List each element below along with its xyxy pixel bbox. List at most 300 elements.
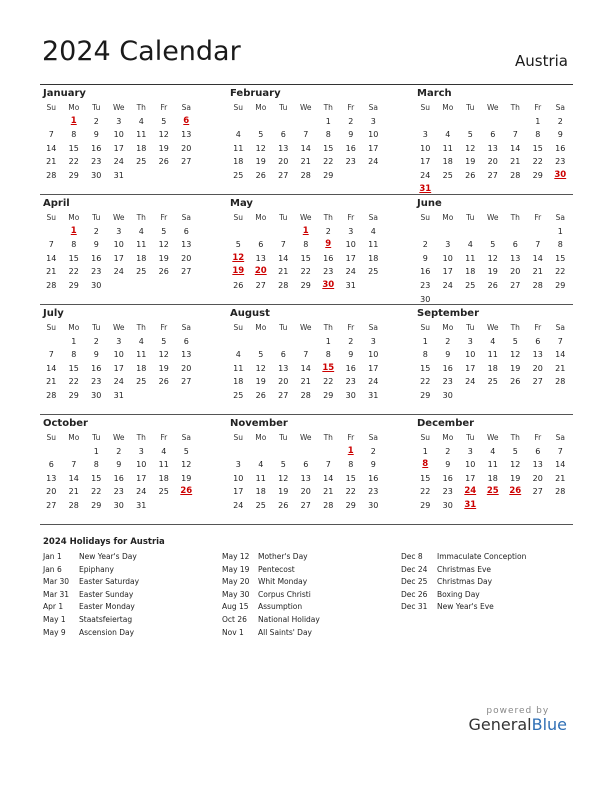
day-cell: 28 <box>300 390 311 400</box>
holiday-name: Boxing Day <box>437 589 480 599</box>
day-cell: 21 <box>555 363 566 373</box>
weekday-label: Sa <box>368 433 378 442</box>
day-cell: 17 <box>233 487 244 497</box>
week-row <box>414 169 572 183</box>
week-row <box>227 499 385 513</box>
month-october <box>40 417 198 513</box>
empty-cell <box>482 183 505 197</box>
weekday-label: Th <box>136 213 146 222</box>
weekday-label: Th <box>510 213 520 222</box>
holiday-entry <box>401 551 526 564</box>
week-row <box>414 142 572 156</box>
week-row <box>414 252 572 266</box>
day-cell: 6 <box>303 460 309 470</box>
day-cell: 29 <box>91 500 102 510</box>
holiday-day: 31 <box>464 499 477 510</box>
day-cell: 19 <box>158 143 169 153</box>
month-name: October <box>43 418 88 429</box>
weekday-label: We <box>112 213 125 222</box>
empty-cell <box>527 499 550 513</box>
day-cell: 30 <box>442 500 453 510</box>
day-cell: 13 <box>532 350 543 360</box>
day-cell: 29 <box>555 280 566 290</box>
empty-cell <box>272 335 295 349</box>
day-cell: 19 <box>255 377 266 387</box>
day-cell: 3 <box>138 446 144 456</box>
week-row <box>227 155 385 169</box>
day-cell: 14 <box>46 143 57 153</box>
weekday-label: Su <box>233 433 243 442</box>
weekday-label: Th <box>510 323 520 332</box>
day-cell: 4 <box>490 446 496 456</box>
day-cell: 14 <box>278 253 289 263</box>
holiday-entry <box>43 614 139 627</box>
day-cell: 15 <box>532 143 543 153</box>
holiday-date: Jan 1 <box>43 552 62 561</box>
weekday-label: Th <box>510 103 520 112</box>
day-cell: 19 <box>255 157 266 167</box>
day-cell: 18 <box>442 157 453 167</box>
week-row <box>227 445 385 459</box>
month-february <box>227 87 385 183</box>
day-cell: 7 <box>303 350 309 360</box>
week-row <box>414 472 572 486</box>
day-cell: 17 <box>420 157 431 167</box>
day-cell: 1 <box>557 226 563 236</box>
empty-cell <box>362 169 385 183</box>
month-name: May <box>230 198 253 209</box>
empty-cell <box>459 225 482 239</box>
day-cell: 16 <box>555 143 566 153</box>
holiday-name: Whit Monday <box>258 577 308 587</box>
day-cell: 20 <box>181 143 192 153</box>
day-cell: 4 <box>258 460 264 470</box>
weekday-header <box>40 431 198 445</box>
day-cell: 13 <box>181 240 192 250</box>
week-row <box>414 279 572 293</box>
holiday-entry <box>43 627 139 640</box>
day-cell: 17 <box>368 143 379 153</box>
month-january <box>40 87 198 183</box>
week-row <box>227 348 385 362</box>
holiday-name: Easter Monday <box>79 602 135 612</box>
weekday-label: We <box>486 213 499 222</box>
empty-cell <box>295 115 318 129</box>
day-cell: 7 <box>557 446 563 456</box>
week-row <box>227 142 385 156</box>
holiday-name: Christmas Eve <box>437 564 491 574</box>
country-label: Austria <box>515 52 568 70</box>
day-cell: 24 <box>368 377 379 387</box>
day-cell: 21 <box>46 377 57 387</box>
weekday-label: Su <box>46 213 56 222</box>
weekday-label: Mo <box>442 323 454 332</box>
holiday-entry <box>401 589 526 602</box>
holiday-day: 19 <box>232 266 245 277</box>
week-row <box>40 265 198 279</box>
day-cell: 22 <box>555 267 566 277</box>
weekday-label: Mo <box>255 323 267 332</box>
week-row <box>227 458 385 472</box>
day-cell: 10 <box>113 240 124 250</box>
week-row <box>227 485 385 499</box>
day-cell: 3 <box>467 446 473 456</box>
day-cell: 18 <box>136 363 147 373</box>
day-cell: 31 <box>345 280 356 290</box>
weekday-label: Mo <box>442 433 454 442</box>
month-name: January <box>43 88 86 99</box>
day-cell: 7 <box>71 460 77 470</box>
week-row <box>40 169 198 183</box>
day-cell: 21 <box>300 157 311 167</box>
day-cell: 3 <box>116 116 122 126</box>
holiday-entry <box>43 589 139 602</box>
month-name: February <box>230 88 281 99</box>
day-cell: 27 <box>181 377 192 387</box>
weekday-label: Su <box>420 433 430 442</box>
month-name: August <box>230 308 270 319</box>
holiday-entry <box>401 576 526 589</box>
empty-cell <box>527 293 550 307</box>
day-cell: 19 <box>278 487 289 497</box>
week-row <box>40 499 198 513</box>
empty-cell <box>317 445 340 459</box>
day-cell: 16 <box>420 267 431 277</box>
day-cell: 26 <box>510 377 521 387</box>
day-cell: 12 <box>158 240 169 250</box>
day-cell: 18 <box>233 157 244 167</box>
day-cell: 29 <box>420 390 431 400</box>
day-cell: 4 <box>490 336 496 346</box>
weekday-header <box>227 321 385 335</box>
day-cell: 29 <box>300 280 311 290</box>
day-cell: 28 <box>68 500 79 510</box>
holiday-entry <box>43 551 139 564</box>
day-cell: 28 <box>555 377 566 387</box>
day-cell: 18 <box>136 143 147 153</box>
empty-cell <box>227 335 250 349</box>
day-cell: 12 <box>158 350 169 360</box>
holiday-entry <box>401 601 526 614</box>
week-row <box>414 155 572 169</box>
day-cell: 23 <box>345 377 356 387</box>
empty-cell <box>414 225 437 239</box>
day-cell: 14 <box>510 143 521 153</box>
empty-cell <box>250 115 273 129</box>
day-cell: 17 <box>113 253 124 263</box>
day-cell: 8 <box>303 240 309 250</box>
day-cell: 21 <box>46 157 57 167</box>
day-cell: 24 <box>420 170 431 180</box>
weekday-header <box>40 321 198 335</box>
day-cell: 22 <box>323 377 334 387</box>
weekday-label: We <box>299 213 312 222</box>
day-cell: 24 <box>113 267 124 277</box>
day-cell: 1 <box>422 336 428 346</box>
holiday-entry <box>401 564 526 577</box>
holiday-name: Mother's Day <box>258 552 308 561</box>
empty-cell <box>340 169 363 183</box>
day-cell: 7 <box>512 130 518 140</box>
day-cell: 21 <box>68 487 79 497</box>
day-cell: 4 <box>138 116 144 126</box>
day-cell: 7 <box>48 240 54 250</box>
weekday-label: Sa <box>181 323 191 332</box>
day-cell: 28 <box>555 487 566 497</box>
week-row <box>40 389 198 403</box>
day-cell: 3 <box>445 240 451 250</box>
holiday-name: New Year's Eve <box>437 602 494 612</box>
empty-cell <box>108 279 131 293</box>
day-cell: 29 <box>532 170 543 180</box>
holiday-name: National Holiday <box>258 614 320 624</box>
empty-cell <box>250 445 273 459</box>
day-cell: 16 <box>368 473 379 483</box>
empty-cell <box>504 389 527 403</box>
day-cell: 17 <box>113 363 124 373</box>
day-cell: 24 <box>345 267 356 277</box>
holiday-name: Ascension Day <box>79 627 135 637</box>
day-cell: 25 <box>487 377 498 387</box>
weekday-header <box>40 211 198 225</box>
empty-cell <box>175 389 198 403</box>
day-cell: 11 <box>136 240 147 250</box>
day-cell: 27 <box>487 170 498 180</box>
empty-cell <box>482 389 505 403</box>
day-cell: 3 <box>370 116 376 126</box>
day-cell: 23 <box>420 280 431 290</box>
day-cell: 14 <box>68 473 79 483</box>
day-cell: 23 <box>91 377 102 387</box>
day-cell: 12 <box>181 460 192 470</box>
empty-cell <box>227 115 250 129</box>
holiday-day: 31 <box>419 183 432 194</box>
day-cell: 2 <box>93 116 99 126</box>
empty-cell <box>504 499 527 513</box>
day-cell: 25 <box>136 267 147 277</box>
day-cell: 5 <box>467 130 473 140</box>
day-cell: 10 <box>345 240 356 250</box>
day-cell: 15 <box>300 253 311 263</box>
day-cell: 1 <box>93 446 99 456</box>
day-cell: 6 <box>535 446 541 456</box>
weekday-label: Fr <box>160 323 168 332</box>
week-row <box>227 472 385 486</box>
holiday-name: Corpus Christi <box>258 589 311 599</box>
day-cell: 30 <box>91 170 102 180</box>
day-cell: 7 <box>325 460 331 470</box>
day-cell: 14 <box>300 363 311 373</box>
day-cell: 10 <box>113 350 124 360</box>
day-cell: 31 <box>113 390 124 400</box>
day-cell: 11 <box>233 363 244 373</box>
holiday-date: Dec 26 <box>401 589 428 599</box>
weekday-label: Fr <box>347 213 355 222</box>
weekday-label: Fr <box>160 213 168 222</box>
powered-by-text: powered by <box>486 706 550 716</box>
month-name: March <box>417 88 452 99</box>
weekday-label: Fr <box>160 103 168 112</box>
holiday-day: 25 <box>486 486 499 497</box>
day-cell: 30 <box>91 390 102 400</box>
holiday-day: 12 <box>232 252 245 263</box>
empty-cell <box>40 335 63 349</box>
day-cell: 23 <box>323 267 334 277</box>
week-row <box>227 225 385 239</box>
weekday-label: Th <box>323 103 333 112</box>
day-cell: 22 <box>420 487 431 497</box>
empty-cell <box>527 389 550 403</box>
day-cell: 16 <box>345 363 356 373</box>
weekday-label: Mo <box>442 103 454 112</box>
day-cell: 18 <box>158 473 169 483</box>
day-cell: 19 <box>487 267 498 277</box>
day-cell: 16 <box>323 253 334 263</box>
weekday-label: Tu <box>92 103 101 112</box>
day-cell: 24 <box>465 377 476 387</box>
day-cell: 5 <box>490 240 496 250</box>
day-cell: 26 <box>255 390 266 400</box>
day-cell: 20 <box>46 487 57 497</box>
day-cell: 5 <box>512 446 518 456</box>
day-cell: 21 <box>300 377 311 387</box>
day-cell: 27 <box>255 280 266 290</box>
day-cell: 3 <box>370 336 376 346</box>
weekday-label: Th <box>136 323 146 332</box>
day-cell: 27 <box>300 500 311 510</box>
day-cell: 15 <box>323 143 334 153</box>
day-cell: 4 <box>445 130 451 140</box>
day-cell: 13 <box>181 350 192 360</box>
day-cell: 21 <box>323 487 334 497</box>
holiday-column <box>222 551 320 639</box>
week-row <box>414 183 572 197</box>
day-cell: 12 <box>158 130 169 140</box>
day-cell: 12 <box>255 363 266 373</box>
day-cell: 21 <box>46 267 57 277</box>
day-cell: 12 <box>510 460 521 470</box>
day-cell: 8 <box>93 460 99 470</box>
day-cell: 22 <box>68 267 79 277</box>
week-row <box>40 225 198 239</box>
day-cell: 5 <box>235 240 241 250</box>
holiday-day: 8 <box>422 459 429 470</box>
day-cell: 4 <box>161 446 167 456</box>
day-cell: 15 <box>555 253 566 263</box>
month-march <box>414 87 572 196</box>
day-cell: 21 <box>278 267 289 277</box>
day-cell: 3 <box>116 226 122 236</box>
empty-cell <box>504 115 527 129</box>
day-cell: 17 <box>442 267 453 277</box>
day-cell: 26 <box>158 267 169 277</box>
day-cell: 28 <box>300 170 311 180</box>
week-row <box>414 128 572 142</box>
month-name: December <box>417 418 475 429</box>
empty-cell <box>437 225 460 239</box>
empty-cell <box>482 293 505 307</box>
month-name: September <box>417 308 479 319</box>
holiday-day: 1 <box>347 445 354 456</box>
weekday-header <box>227 101 385 115</box>
day-cell: 14 <box>46 253 57 263</box>
empty-cell <box>40 115 63 129</box>
holiday-name: Immaculate Conception <box>437 552 527 561</box>
weekday-label: Fr <box>534 433 542 442</box>
day-cell: 3 <box>348 226 354 236</box>
day-cell: 5 <box>183 446 189 456</box>
day-cell: 20 <box>181 253 192 263</box>
weekday-label: We <box>112 323 125 332</box>
month-april <box>40 197 198 293</box>
day-cell: 6 <box>280 130 286 140</box>
week-row <box>227 169 385 183</box>
day-cell: 13 <box>487 143 498 153</box>
empty-cell <box>295 445 318 459</box>
week-row <box>40 445 198 459</box>
week-row <box>40 252 198 266</box>
weekday-label: Sa <box>368 323 378 332</box>
weekday-label: Tu <box>466 433 475 442</box>
weekday-header <box>414 321 572 335</box>
day-cell: 8 <box>325 130 331 140</box>
empty-cell <box>130 169 153 183</box>
holiday-name: New Year's Day <box>79 552 137 561</box>
day-cell: 27 <box>532 377 543 387</box>
empty-cell <box>482 115 505 129</box>
day-cell: 15 <box>91 473 102 483</box>
day-cell: 22 <box>345 487 356 497</box>
day-cell: 31 <box>136 500 147 510</box>
day-cell: 20 <box>487 157 498 167</box>
day-cell: 30 <box>345 390 356 400</box>
empty-cell <box>130 279 153 293</box>
day-cell: 26 <box>255 170 266 180</box>
holiday-entry <box>222 614 320 627</box>
day-cell: 25 <box>233 170 244 180</box>
month-september <box>414 307 572 403</box>
empty-cell <box>459 183 482 197</box>
day-cell: 22 <box>420 377 431 387</box>
weekday-header <box>227 431 385 445</box>
weekday-label: Tu <box>92 213 101 222</box>
day-cell: 11 <box>233 143 244 153</box>
day-cell: 16 <box>91 253 102 263</box>
weekday-label: Tu <box>466 213 475 222</box>
week-row <box>40 279 198 293</box>
day-cell: 22 <box>68 157 79 167</box>
empty-cell <box>459 115 482 129</box>
day-cell: 4 <box>235 130 241 140</box>
day-cell: 18 <box>255 487 266 497</box>
day-cell: 5 <box>280 460 286 470</box>
day-cell: 27 <box>181 157 192 167</box>
day-cell: 6 <box>183 226 189 236</box>
day-cell: 2 <box>422 240 428 250</box>
empty-cell <box>130 389 153 403</box>
day-cell: 2 <box>445 446 451 456</box>
day-cell: 14 <box>46 363 57 373</box>
day-cell: 9 <box>445 350 451 360</box>
day-cell: 9 <box>93 240 99 250</box>
day-cell: 22 <box>532 157 543 167</box>
week-row <box>227 362 385 376</box>
day-cell: 9 <box>348 350 354 360</box>
day-cell: 25 <box>158 487 169 497</box>
day-cell: 11 <box>368 240 379 250</box>
day-cell: 5 <box>161 336 167 346</box>
holiday-name: Easter Sunday <box>79 589 134 599</box>
